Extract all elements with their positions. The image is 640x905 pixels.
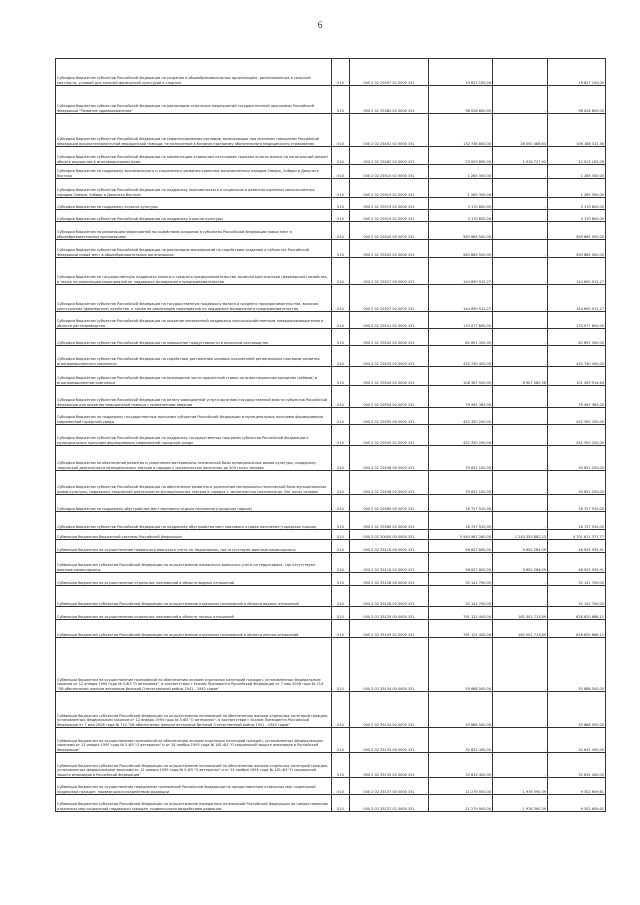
cell-total: 55 888 500,00 <box>548 638 606 692</box>
cell-name: Субвенции бюджетам субъектов Российской Федерации на осуществление отдельных полномочий в области водных отношений <box>56 586 332 607</box>
table-row <box>56 446 606 471</box>
table-row <box>56 147 606 165</box>
cell-change: - <box>493 495 548 512</box>
cell-code: 000 2 02 35129 00 0000 151 <box>350 607 429 620</box>
cell-name: Субсидии бюджетам субъектов Российской Федерации на поддержку обустройства мест массового отдыха населения (городских парков) <box>56 512 332 530</box>
cell-admin: 010 <box>332 620 350 638</box>
table-row <box>56 540 606 553</box>
cell-change: - <box>493 329 548 346</box>
table-row <box>56 165 606 179</box>
cell-total: 79 492 383,00 <box>548 386 606 408</box>
cell-admin: 010 <box>332 540 350 553</box>
cell-code: 000 2 02 25560 00 0000 151 <box>350 495 429 512</box>
cell-total: 9 302 609,61 <box>548 778 606 795</box>
cell-change: 1 976 390,39 <box>493 778 548 795</box>
cell-code: 000 2 02 25527 02 0000 151 <box>350 285 429 312</box>
cell-name: Субсидии бюджетам на реализацию мероприятий по содействию созданию в субъектах Российской Федерации новых мест в общеобразовательных организациях <box>56 222 332 240</box>
cell-name: Субсидии бюджетам на поддержку экономического и социального развития коренных малочисленных народов Севера, Сибири и Дальнего Востока <box>56 165 332 179</box>
table-row <box>56 425 606 446</box>
table-row <box>56 285 606 312</box>
table-row <box>56 495 606 512</box>
cell-name: Субсидии бюджетам субъектов Российской Федерации на оплату авиационной услуги органами государственной власти субъектов Российской Федерации для оказания медицинской помощи с применением авиации <box>56 386 332 408</box>
cell-admin: 010 <box>332 408 350 425</box>
cell-name: Субсидии бюджетам субъектов Российской Федерации на поддержку государственных программ субъектов Российской Федерации и муниципальных программ формирования современной городской среды <box>56 425 332 446</box>
cell-name: Субвенции бюджетам на осуществление переданных полномочий Российской Федерации по предоставлению отдельных мер социальной поддержки граждан, подвергшихся воздействию радиации <box>56 778 332 795</box>
cell-code: 000 2 02 25382 02 0000 151 <box>350 86 429 114</box>
cell-plan: 32 141 700,00 <box>429 586 493 607</box>
cell-total: 32 141 700,00 <box>548 586 606 607</box>
cell-name: Субвенции бюджетам субъектов Российской Федерации на осуществление полномочий по обеспечению жильем отдельных категорий граждан, установленных федеральными законами от 12 января 1995 года № 5-ФЗ "О ветеранах" и от 24 ноября 1995 года № 181-ФЗ "О социальной защите инвалидов в Российской Федерации" <box>56 753 332 778</box>
cell-name: Субсидии бюджетам субъектов Российской Федерации на создание в общеобразовательных организациях, расположенных в сельской местности, условий для занятий физической культурой и спортом <box>56 59 332 86</box>
cell-admin: 010 <box>332 573 350 586</box>
cell-code: 000 2 02 25541 02 0000 151 <box>350 312 429 329</box>
cell-total: 452 350 200,00 <box>548 408 606 425</box>
cell-code: 000 2 02 25519 02 0000 151 <box>350 198 429 210</box>
cell-change: - <box>493 86 548 114</box>
cell-total: 628 620 686,11 <box>548 620 606 638</box>
cell-code: 000 2 02 25555 02 0000 151 <box>350 425 429 446</box>
cell-total: 144 690 912,27 <box>548 258 606 285</box>
cell-code: 000 2 02 35135 00 0000 151 <box>350 728 429 753</box>
cell-admin: 010 <box>332 179 350 198</box>
cell-code: 000 2 02 25555 00 0000 151 <box>350 408 429 425</box>
cell-code: 000 2 02 35129 02 0000 151 <box>350 620 429 638</box>
cell-plan: 132 738 800,00 <box>429 114 493 147</box>
cell-change: - <box>493 312 548 329</box>
table-row <box>56 240 606 258</box>
cell-plan: 32 141 700,00 <box>429 573 493 586</box>
cell-change: - <box>493 165 548 179</box>
cell-name: Субсидии бюджетам субъектов Российской Федерации на софинансирование расходов, возникающих при оказании гражданам Российской Федерации высокотехнологичной медицинской помощи, не включенной в базовую программу обязательного медицинского страхования <box>56 114 332 147</box>
cell-admin: 010 <box>332 114 350 147</box>
table-row <box>56 778 606 795</box>
cell-change: - <box>493 753 548 778</box>
cell-total: 1 265 300,00 <box>548 179 606 198</box>
cell-name: Субсидии бюджетам субъектов Российской Федерации на поддержку отрасли культуры <box>56 210 332 222</box>
cell-admin: 010 <box>332 607 350 620</box>
budget-table-body <box>56 59 606 812</box>
cell-plan: 32 632 400,00 <box>429 728 493 753</box>
cell-admin: 010 <box>332 778 350 795</box>
table-row <box>56 573 606 586</box>
cell-admin: 010 <box>332 425 350 446</box>
table-row <box>56 329 606 346</box>
cell-name: Субсидии бюджетам субъектов Российской Федерации на обеспечение развития и укрепления материально-технической базы муниципальных домов культуры, поддержку творческой деятельности муниципальных театров в городах с численностью населения до 300 тысяч человек <box>56 471 332 495</box>
cell-change: 6 907 585,36 <box>493 367 548 386</box>
cell-change: 9 602 264,09 <box>493 540 548 553</box>
cell-code: 000 2 02 35118 00 0000 151 <box>350 540 429 553</box>
cell-change: - <box>493 285 548 312</box>
cell-name: Субвенции бюджетам субъектов Российской Федерации на осуществление отдельных полномочий в области лесных отношений <box>56 620 332 638</box>
cell-admin: 010 <box>332 795 350 812</box>
cell-code: 000 2 02 25558 02 0000 151 <box>350 471 429 495</box>
cell-name: Субсидии бюджетам субъектов Российской Федерации на поддержку экономического и социального развития коренных малочисленных народов Севера, Сибири и Дальнего Востока <box>56 179 332 198</box>
cell-admin: 010 <box>332 692 350 728</box>
cell-change: - <box>493 210 548 222</box>
cell-code: 000 2 02 25560 02 0000 151 <box>350 512 429 530</box>
cell-plan: 563 865 500,00 <box>429 222 493 240</box>
cell-admin: 010 <box>332 446 350 471</box>
cell-admin: 010 <box>332 495 350 512</box>
cell-admin: 010 <box>332 553 350 573</box>
table-row <box>56 367 606 386</box>
cell-change: 1 916 727,92 <box>493 147 548 165</box>
cell-code: 000 2 02 25542 02 0000 151 <box>350 329 429 346</box>
cell-plan: 32 632 400,00 <box>429 753 493 778</box>
cell-change: - <box>493 586 548 607</box>
table-row <box>56 471 606 495</box>
cell-admin: 010 <box>332 386 350 408</box>
cell-name: Субсидии бюджетам субъектов Российской Федерации на повышение продуктивности в молочном скотоводстве <box>56 329 332 346</box>
cell-change: - <box>493 692 548 728</box>
table-row <box>56 530 606 540</box>
cell-change: - <box>493 240 548 258</box>
cell-code: 000 2 02 25515 02 0000 151 <box>350 165 429 179</box>
cell-total: 101 459 914,64 <box>548 367 606 386</box>
cell-plan: 79 492 383,00 <box>429 386 493 408</box>
table-row <box>56 59 606 86</box>
cell-plan: 452 350 200,00 <box>429 408 493 425</box>
cell-code: 000 2 02 35134 02 0000 151 <box>350 692 429 728</box>
cell-change: 162 501 713,89 <box>493 607 548 620</box>
cell-change: - <box>493 446 548 471</box>
cell-total: 39 831 100,00 <box>548 471 606 495</box>
cell-name: Субсидии бюджетам на обеспечение развития и укрепления материально-технической базы муниципальных домов культуры, поддержку творческой деятельности муниципальных театров в городах с численностью населения до 300 тысяч человек <box>56 446 332 471</box>
table-row <box>56 753 606 778</box>
table-row <box>56 607 606 620</box>
cell-change: 1 240 355 882,23 <box>493 530 548 540</box>
cell-admin: 010 <box>332 471 350 495</box>
cell-plan: 55 888 500,00 <box>429 638 493 692</box>
table-row <box>56 179 606 198</box>
cell-change: - <box>493 638 548 692</box>
cell-plan: 16 727 910,00 <box>429 512 493 530</box>
cell-name: Субвенции бюджетам на осуществление полномочий по обеспечению жильем отдельных категорий граждан, установленных федеральными законами от 12 января 1995 года № 5-ФЗ "О ветеранах" и от 24 ноября 1995 года № 181-ФЗ "О социальной защите инвалидов в Российской Федерации" <box>56 728 332 753</box>
cell-plan: 1 265 300,00 <box>429 179 493 198</box>
cell-plan: 39 831 100,00 <box>429 471 493 495</box>
cell-total: 16 727 910,00 <box>548 512 606 530</box>
cell-plan: 432 740 400,00 <box>429 346 493 367</box>
cell-total: 32 632 400,00 <box>548 728 606 753</box>
cell-plan: 452 350 200,00 <box>429 425 493 446</box>
cell-code: 000 2 02 25527 00 0000 151 <box>350 258 429 285</box>
cell-total: 3 170 800,00 <box>548 198 606 210</box>
cell-name: Субсидии бюджетам субъектов Российской Федерации на оказание несвязанной поддержки сельскохозяйственным товаропроизводителям в области растениеводства <box>56 312 332 329</box>
cell-admin: 010 <box>332 638 350 692</box>
cell-plan: 16 727 910,00 <box>429 495 493 512</box>
cell-admin: 010 <box>332 346 350 367</box>
cell-total: 563 865 500,00 <box>548 240 606 258</box>
cell-admin: 010 <box>332 240 350 258</box>
cell-admin: 010 <box>332 530 350 540</box>
cell-plan: 108 367 500,00 <box>429 367 493 386</box>
cell-change: - <box>493 222 548 240</box>
cell-total: 133 077 800,00 <box>548 312 606 329</box>
table-row <box>56 86 606 114</box>
cell-name: Субвенции бюджетам на осуществление первичного воинского учета на территориях, где отсутствуют военные комиссариаты <box>56 540 332 553</box>
cell-admin: 010 <box>332 59 350 86</box>
cell-code: 000 2 02 25402 02 0000 151 <box>350 114 429 147</box>
cell-admin: 010 <box>332 753 350 778</box>
table-row <box>56 795 606 812</box>
cell-code: 000 2 02 35137 00 0000 151 <box>350 778 429 795</box>
table-row <box>56 408 606 425</box>
cell-change: - <box>493 346 548 367</box>
cell-change: 9 602 264,09 <box>493 553 548 573</box>
cell-total: 19 827 100,00 <box>548 59 606 86</box>
cell-code: 000 2 02 35137 02 0000 151 <box>350 795 429 812</box>
cell-total: 16 727 910,00 <box>548 495 606 512</box>
cell-admin: 010 <box>332 367 350 386</box>
cell-change: - <box>493 573 548 586</box>
cell-change <box>493 59 548 86</box>
cell-plan: 55 888 500,00 <box>429 692 493 728</box>
cell-plan: 3 170 800,00 <box>429 210 493 222</box>
cell-name: Субсидии бюджетам на поддержку государственных программ субъектов Российской Федерации и муниципальных программ формирования современной городской среды <box>56 408 332 425</box>
cell-change: - <box>493 408 548 425</box>
table-row <box>56 346 606 367</box>
cell-plan: 563 865 500,00 <box>429 240 493 258</box>
cell-code: 000 2 02 35128 02 0000 151 <box>350 586 429 607</box>
cell-change: - <box>493 425 548 446</box>
cell-total: 39 831 100,00 <box>548 446 606 471</box>
cell-admin: 010 <box>332 728 350 753</box>
page-number: 6 <box>317 20 323 30</box>
table-row <box>56 586 606 607</box>
cell-code: 000 2 02 25520 02 0000 151 <box>350 240 429 258</box>
cell-admin: 010 <box>332 258 350 285</box>
cell-total: 3 170 800,00 <box>548 210 606 222</box>
cell-total: 106 188 311,36 <box>548 114 606 147</box>
cell-total: 432 740 400,00 <box>548 346 606 367</box>
cell-total: 46 925 535,91 <box>548 540 606 553</box>
cell-plan: 133 077 800,00 <box>429 312 493 329</box>
cell-code: 000 2 02 25519 02 0000 151 <box>350 210 429 222</box>
cell-total: 46 925 535,91 <box>548 553 606 573</box>
cell-admin: 010 <box>332 147 350 165</box>
cell-total: 1 265 300,00 <box>548 165 606 179</box>
cell-admin: 010 <box>332 312 350 329</box>
cell-change: - <box>493 258 548 285</box>
cell-name: Субвенции бюджетам на осуществление отдельных полномочий в области водных отношений <box>56 573 332 586</box>
cell-admin: 010 <box>332 210 350 222</box>
cell-name: Субвенции бюджетам бюджетной системы Российской Федерации <box>56 530 332 540</box>
cell-plan: 3 170 800,00 <box>429 198 493 210</box>
cell-name: Субвенции бюджетам на осуществление отдельных полномочий в области лесных отношений <box>56 607 332 620</box>
cell-change: 162 501 713,89 <box>493 620 548 638</box>
cell-admin: 010 <box>332 329 350 346</box>
cell-change: - <box>493 728 548 753</box>
cell-admin: 010 <box>332 165 350 179</box>
table-row <box>56 553 606 573</box>
cell-plan: 11 279 000,00 <box>429 778 493 795</box>
cell-total: 22 013 162,08 <box>548 147 606 165</box>
cell-name: Субвенции бюджетам субъектов Российской Федерации на осуществление переданных полномочий Российской Федерации по предоставлению отдельных мер социальной поддержки граждан, подвергшихся воздействию радиации <box>56 795 332 812</box>
cell-total: 82 691 300,00 <box>548 329 606 346</box>
cell-code: 000 2 02 25558 00 0000 151 <box>350 446 429 471</box>
table-row <box>56 258 606 285</box>
cell-admin: 010 <box>332 86 350 114</box>
cell-plan: 23 929 890,00 <box>429 147 493 165</box>
cell-name: Субсидии бюджетам субъектов Российской Федерации на возмещение части процентной ставки по инвестиционным кредитам (займам) в агропромышленном комплексе <box>56 367 332 386</box>
cell-admin: 010 <box>332 586 350 607</box>
cell-plan: 791 122 400,00 <box>429 607 493 620</box>
cell-plan: 791 122 400,00 <box>429 620 493 638</box>
table-row <box>56 692 606 728</box>
cell-plan: 19 827 100,00 <box>429 59 493 86</box>
cell-name: Субсидии бюджетам субъектов Российской Федерации на государственную поддержку малого и среднего предпринимательства, включая крестьянские (фермерские) хозяйства, а также на реализацию мероприятий по поддержке молодежного предпринимательства <box>56 285 332 312</box>
cell-code: 000 2 02 25543 02 0000 151 <box>350 346 429 367</box>
cell-admin: 010 <box>332 222 350 240</box>
table-row <box>56 312 606 329</box>
cell-plan: 144 690 912,27 <box>429 258 493 285</box>
cell-name: Субсидии бюджетам субъектов Российской Федерации на реализацию мероприятий по содействию созданию в субъектах Российской Федерации новых мест в общеобразовательных организациях <box>56 240 332 258</box>
cell-name: Субсидии бюджетам на государственную поддержку малого и среднего предпринимательства, включая крестьянские (фермерские) хозяйства, а также на реализацию мероприятий по поддержке молодежного предпринимательства <box>56 258 332 285</box>
cell-code: 000 2 02 30000 00 0000 151 <box>350 530 429 540</box>
cell-change: - <box>493 386 548 408</box>
cell-change: 26 550 488,64 <box>493 114 548 147</box>
cell-plan: 144 690 912,27 <box>429 285 493 312</box>
cell-code: 000 2 02 25520 00 0000 151 <box>350 222 429 240</box>
cell-total: 9 302 609,61 <box>548 795 606 812</box>
cell-plan: 56 627 800,00 <box>429 540 493 553</box>
cell-code: 000 2 02 25544 02 0000 151 <box>350 367 429 386</box>
cell-name: Субсидии бюджетам на поддержку обустройства мест массового отдыха населения (городских парков) <box>56 495 332 512</box>
cell-change: - <box>493 512 548 530</box>
cell-plan: 82 691 300,00 <box>429 329 493 346</box>
cell-code: 000 2 02 35135 02 0000 151 <box>350 753 429 778</box>
table-row <box>56 620 606 638</box>
cell-change: - <box>493 198 548 210</box>
cell-code: 000 2 02 25515 02 0000 151 <box>350 179 429 198</box>
cell-name: Субсидии бюджетам субъектов Российской Федерации на содействие достижению целевых показателей региональных программ развития агропромышленного комплекса <box>56 346 332 367</box>
cell-name: Субсидии бюджетам субъектов Российской Федерации на реализацию отдельных мероприятий государственной программы Российской Федерации "Развитие здравоохранения" <box>56 86 332 114</box>
cell-total: 32 141 700,00 <box>548 573 606 586</box>
cell-code: 000 2 02 25462 02 0000 151 <box>350 147 429 165</box>
table-row <box>56 386 606 408</box>
cell-total: 144 690 912,27 <box>548 285 606 312</box>
cell-total: 32 632 400,00 <box>548 753 606 778</box>
cell-code: 000 2 02 25097 02 0000 151 <box>350 59 429 86</box>
cell-change: - <box>493 179 548 198</box>
cell-plan: 96 028 600,00 <box>429 86 493 114</box>
table-row <box>56 114 606 147</box>
cell-admin: 010 <box>332 512 350 530</box>
cell-admin: 010 <box>332 198 350 210</box>
cell-name: Субвенции бюджетам субъектов Российской Федерации на осуществление полномочий по обеспечению жильем отдельных категорий граждан, установленных Федеральным законом от 12 января 1995 года № 5-ФЗ "О ветеранах", в соответствии с Указом Президента Российской Федерации от 7 мая 2008 года № 714 "Об обеспечении жильем ветеранов Великой Отечественной войны 1941 - 1945 годов" <box>56 692 332 728</box>
cell-admin: 010 <box>332 285 350 312</box>
cell-code: 000 2 02 35128 00 0000 151 <box>350 573 429 586</box>
cell-name: Субвенции бюджетам на осуществление полномочий по обеспечению жильем отдельных категорий граждан, установленных Федеральным законом от 12 января 1995 года № 5-ФЗ "О ветеранах", в соответствии с Указом Президента Российской Федерации от 7 мая 2008 года № 714 "Об обеспечении жильем ветеранов Великой Отечественной войны 1941 - 1945 годов" <box>56 638 332 692</box>
cell-name: Субвенции бюджетам субъектов Российской Федерации на осуществление первичного воинского учета на территориях, где отсутствуют военные комиссариаты <box>56 553 332 573</box>
cell-change: 1 976 390,39 <box>493 795 548 812</box>
cell-total: 4 701 611 377,77 <box>548 530 606 540</box>
cell-total: 96 028 600,00 <box>548 86 606 114</box>
cell-plan: 39 831 100,00 <box>429 446 493 471</box>
cell-change: - <box>493 471 548 495</box>
budget-table <box>55 58 606 812</box>
cell-total: 452 350 200,00 <box>548 425 606 446</box>
cell-total: 55 888 500,00 <box>548 692 606 728</box>
table-row <box>56 198 606 210</box>
table-row <box>56 210 606 222</box>
table-row <box>56 728 606 753</box>
cell-plan: 5 940 967 260,00 <box>429 530 493 540</box>
cell-code: 000 2 02 35134 00 0000 151 <box>350 638 429 692</box>
table-row <box>56 222 606 240</box>
cell-plan: 56 627 800,00 <box>429 553 493 573</box>
cell-code: 000 2 02 25554 02 0000 151 <box>350 386 429 408</box>
cell-total: 563 865 500,00 <box>548 222 606 240</box>
cell-plan: 1 265 300,00 <box>429 165 493 179</box>
table-row <box>56 638 606 692</box>
cell-name: Субсидии бюджетам на поддержку отрасли культуры <box>56 198 332 210</box>
cell-total: 628 620 686,11 <box>548 607 606 620</box>
cell-name: Субсидии бюджетам субъектов Российской Федерации на компенсацию отдельным категориям граждан оплаты взноса на капитальный ремонт общего имущества в многоквартирном доме <box>56 147 332 165</box>
table-row <box>56 512 606 530</box>
cell-plan: 11 279 000,00 <box>429 795 493 812</box>
cell-code: 000 2 02 35118 02 0000 151 <box>350 553 429 573</box>
